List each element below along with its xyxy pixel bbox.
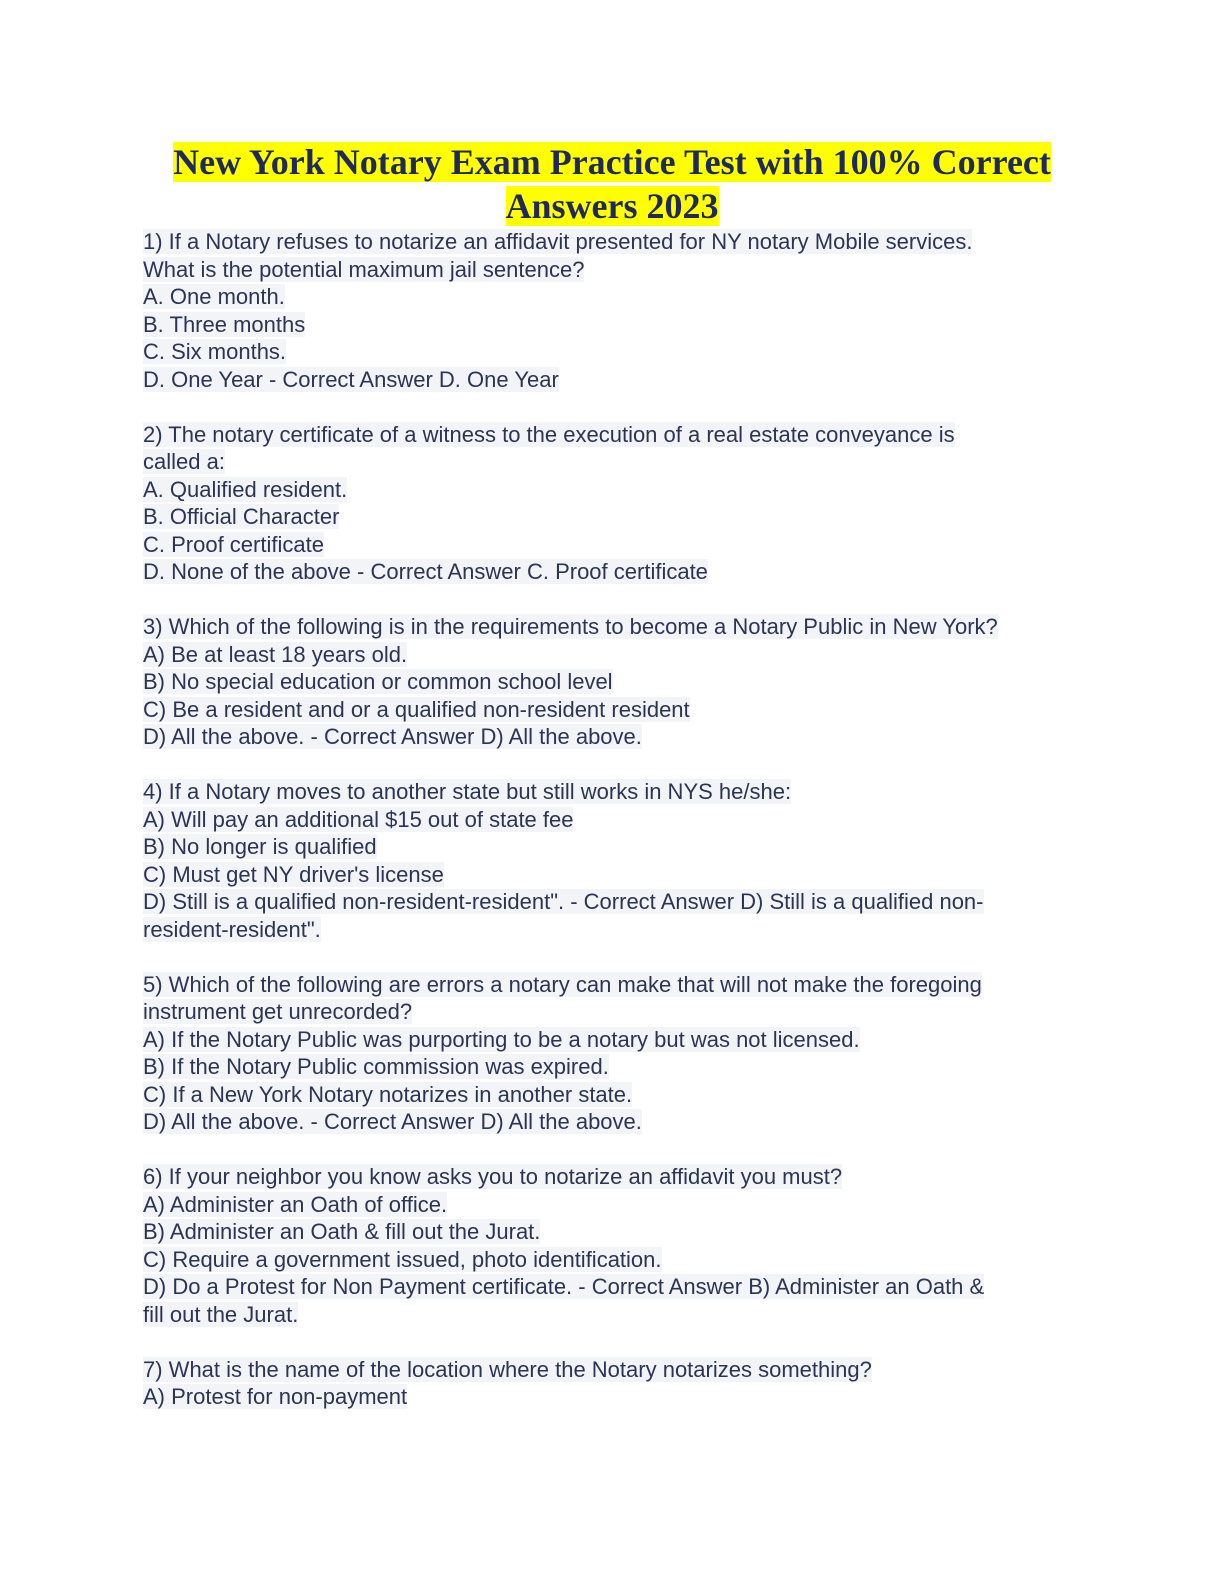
question-text-line: What is the potential maximum jail sentence? <box>143 256 585 282</box>
question-text-line: 4) If a Notary moves to another state but still works in NYS he/she: <box>143 779 792 804</box>
document-title <box>0 140 1224 228</box>
answer-option: C) Be a resident and or a qualified non-resident resident <box>143 696 690 722</box>
question-text-line: 1) If a Notary refuses to notarize an affidavit presented for NY notary Mobile services. <box>143 229 973 254</box>
question-text-line: 2) The notary certificate of a witness to the execution of a real estate conveyance is <box>143 421 955 447</box>
answer-option: A) If the Notary Public was purporting to be a notary but was not licensed. <box>143 1026 860 1052</box>
answer-option: B) If the Notary Public commission was expired. <box>143 1054 609 1079</box>
question-6 <box>143 1163 1083 1328</box>
answer-option: C. Six months. <box>143 339 287 364</box>
question-2 <box>143 421 1083 586</box>
answer-option: D) Still is a qualified non-resident-resident". - Correct Answer D) Still is a qualified non- <box>143 889 984 914</box>
answer-option: B) No longer is qualified <box>143 834 377 859</box>
answer-option: D) All the above. - Correct Answer D) All the above. <box>143 724 642 749</box>
answer-option: A. One month. <box>143 284 285 309</box>
question-text-line: 3) Which of the following is in the requirements to become a Notary Public in New York? <box>143 614 998 639</box>
answer-option: C) Must get NY driver's license <box>143 861 444 887</box>
question-1 <box>143 228 1083 393</box>
question-4 <box>143 778 1083 943</box>
answer-option: D) All the above. - Correct Answer D) All the above. <box>143 1109 642 1134</box>
question-7 <box>143 1356 1083 1411</box>
title-line-1: New York Notary Exam Practice Test with 100% Correct <box>173 142 1051 182</box>
answer-option: D) Do a Protest for Non Payment certificate. - Correct Answer B) Administer an Oath & <box>143 1274 985 1299</box>
answer-option: fill out the Jurat. <box>143 1301 299 1327</box>
questions-list <box>143 228 1083 1438</box>
answer-option: C) If a New York Notary notarizes in another state. <box>143 1081 633 1107</box>
answer-option: B. Official Character <box>143 504 340 529</box>
answer-option: A) Protest for non-payment <box>143 1384 408 1409</box>
answer-option: resident-resident". <box>143 916 321 942</box>
answer-option: A. Qualified resident. <box>143 476 348 502</box>
answer-option: B. Three months <box>143 311 306 337</box>
answer-option: B) Administer an Oath & fill out the Jurat. <box>143 1219 541 1244</box>
answer-option: D. None of the above - Correct Answer C. Proof certificate <box>143 559 708 584</box>
question-text-line: 5) Which of the following are errors a notary can make that will not make the foregoing <box>143 971 982 997</box>
answer-option: C. Proof certificate <box>143 531 324 557</box>
answer-option: A) Will pay an additional $15 out of state fee <box>143 806 574 832</box>
question-text-line: instrument get unrecorded? <box>143 999 413 1024</box>
answer-option: C) Require a government issued, photo identification. <box>143 1246 662 1272</box>
question-3 <box>143 613 1083 751</box>
answer-option: D. One Year - Correct Answer D. One Year <box>143 366 559 392</box>
question-text-line: 7) What is the name of the location where the Notary notarizes something? <box>143 1356 872 1382</box>
question-5 <box>143 971 1083 1136</box>
title-line-2: Answers 2023 <box>505 186 719 226</box>
answer-option: A) Administer an Oath of office. <box>143 1191 448 1217</box>
question-text-line: called a: <box>143 449 225 474</box>
answer-option: B) No special education or common school level <box>143 669 613 694</box>
answer-option: A) Be at least 18 years old. <box>143 641 408 667</box>
question-text-line: 6) If your neighbor you know asks you to notarize an affidavit you must? <box>143 1164 843 1189</box>
